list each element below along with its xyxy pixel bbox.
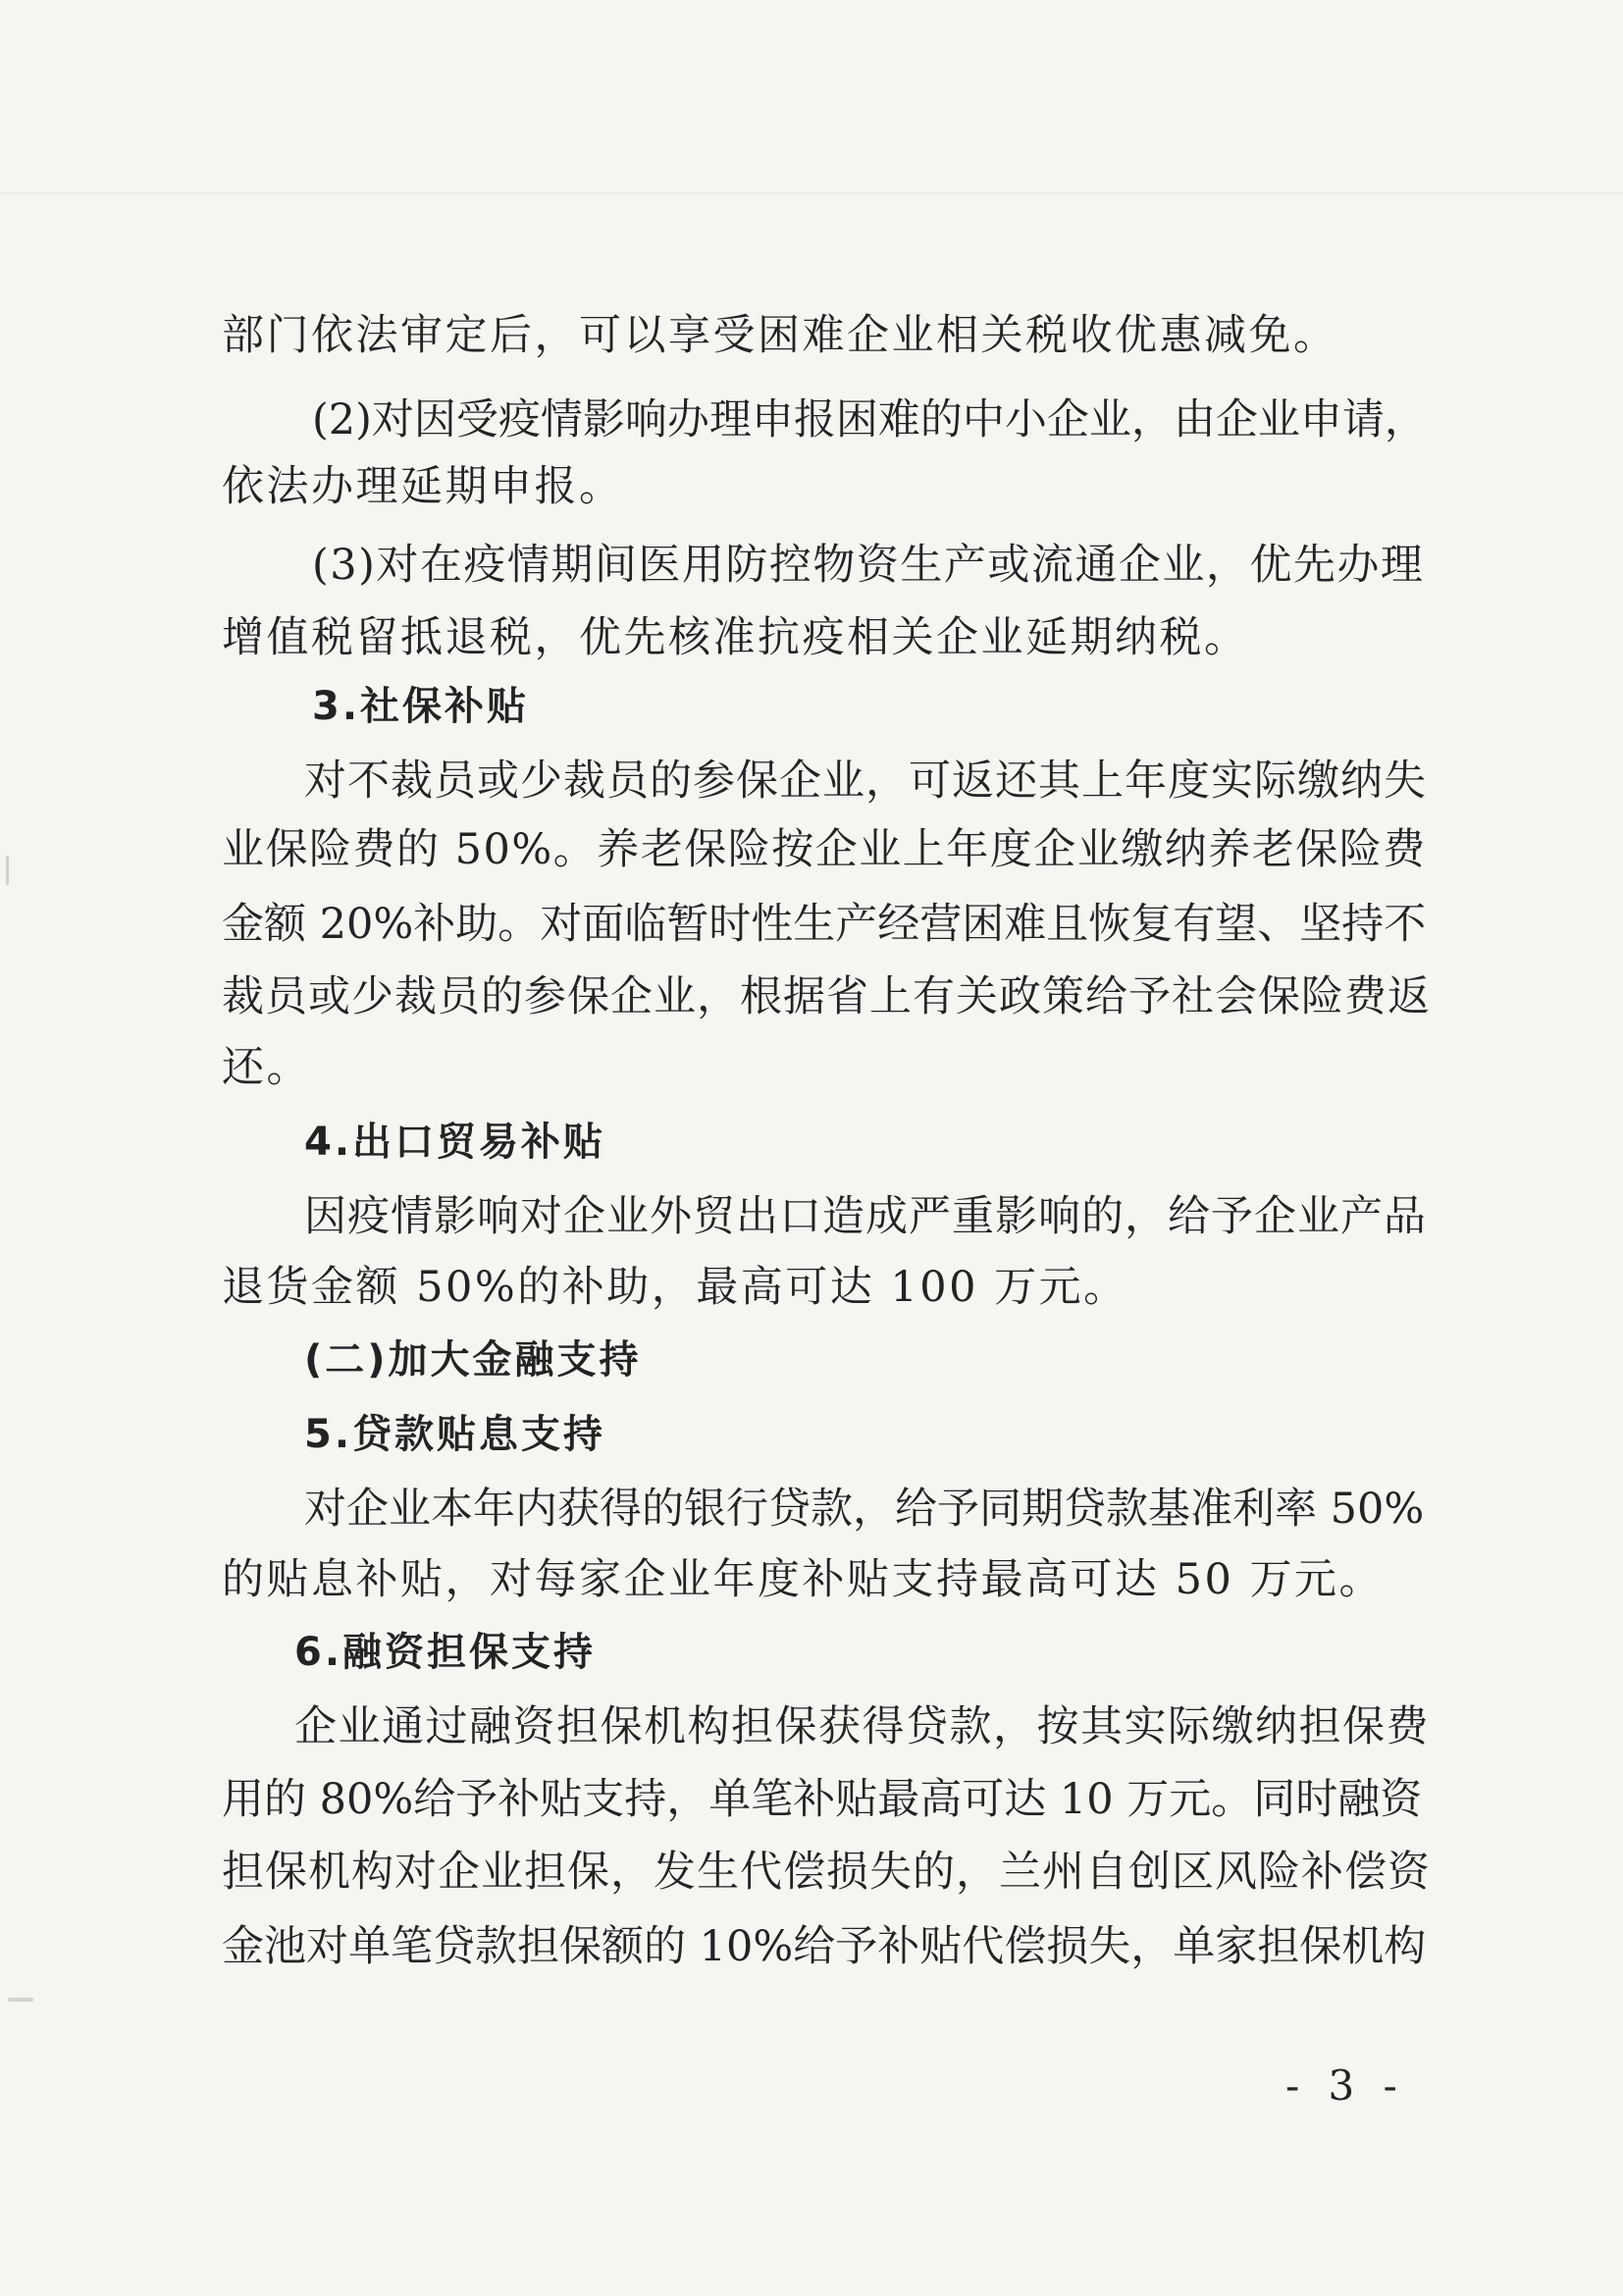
section-heading: 5.贷款贴息支持 — [304, 1412, 606, 1457]
body-line: 还。 — [222, 1043, 311, 1092]
scan-edge-line — [0, 192, 1623, 194]
body-line: 金池对单笔贷款担保额的 10%给予补贴代偿损失，单家担保机构 — [222, 1922, 1427, 1971]
body-line: 用的 80%给予补贴支持，单笔补贴最高可达 10 万元。同时融资 — [222, 1775, 1423, 1824]
section-heading: 3.社保补贴 — [312, 684, 530, 729]
body-line: 部门依法审定后，可以享受困难企业相关税收优惠减免。 — [222, 311, 1338, 360]
body-line: (3)对在疫情期间医用防控物资生产或流通企业，优先办理 — [312, 541, 1425, 590]
body-line: 对不裁员或少裁员的参保企业，可返还其上年度实际缴纳失 — [304, 757, 1427, 806]
body-line: 依法办理延期申报。 — [222, 462, 624, 511]
scan-mark — [6, 856, 9, 885]
body-line: 企业通过融资担保机构担保获得贷款，按其实际缴纳担保费 — [294, 1702, 1430, 1751]
body-line: 因疫情影响对企业外贸出口造成严重影响的，给予企业产品 — [304, 1192, 1427, 1241]
body-line: 担保机构对企业担保，发生代偿损失的，兰州自创区风险补偿资 — [222, 1848, 1431, 1897]
section-heading: 6.融资担保支持 — [294, 1630, 597, 1675]
body-line: (2)对因受疫情影响办理申报困难的中小企业，由企业申请， — [312, 395, 1427, 444]
body-line: 业保险费的 50%。养老保险按企业上年度企业缴纳养老保险费 — [222, 825, 1427, 874]
body-line: 退货金额 50%的补助，最高可达 100 万元。 — [222, 1263, 1128, 1312]
body-line: 金额 20%补助。对面临暂时性生产经营困难且恢复有望、坚持不 — [222, 900, 1427, 949]
body-line: 的贴息补贴，对每家企业年度补贴支持最高可达 50 万元。 — [222, 1555, 1385, 1604]
page-number: - 3 - — [1285, 2061, 1405, 2110]
section-heading: (二)加大金融支持 — [304, 1337, 642, 1383]
scan-mark — [8, 1998, 33, 2002]
body-line: 对企业本年内获得的银行贷款，给予同期贷款基准利率 50% — [304, 1485, 1425, 1534]
section-heading: 4.出口贸易补贴 — [304, 1120, 606, 1165]
body-line: 裁员或少裁员的参保企业，根据省上有关政策给予社会保险费返 — [222, 972, 1431, 1021]
body-line: 增值税留抵退税，优先核准抗疫相关企业延期纳税。 — [222, 613, 1249, 662]
